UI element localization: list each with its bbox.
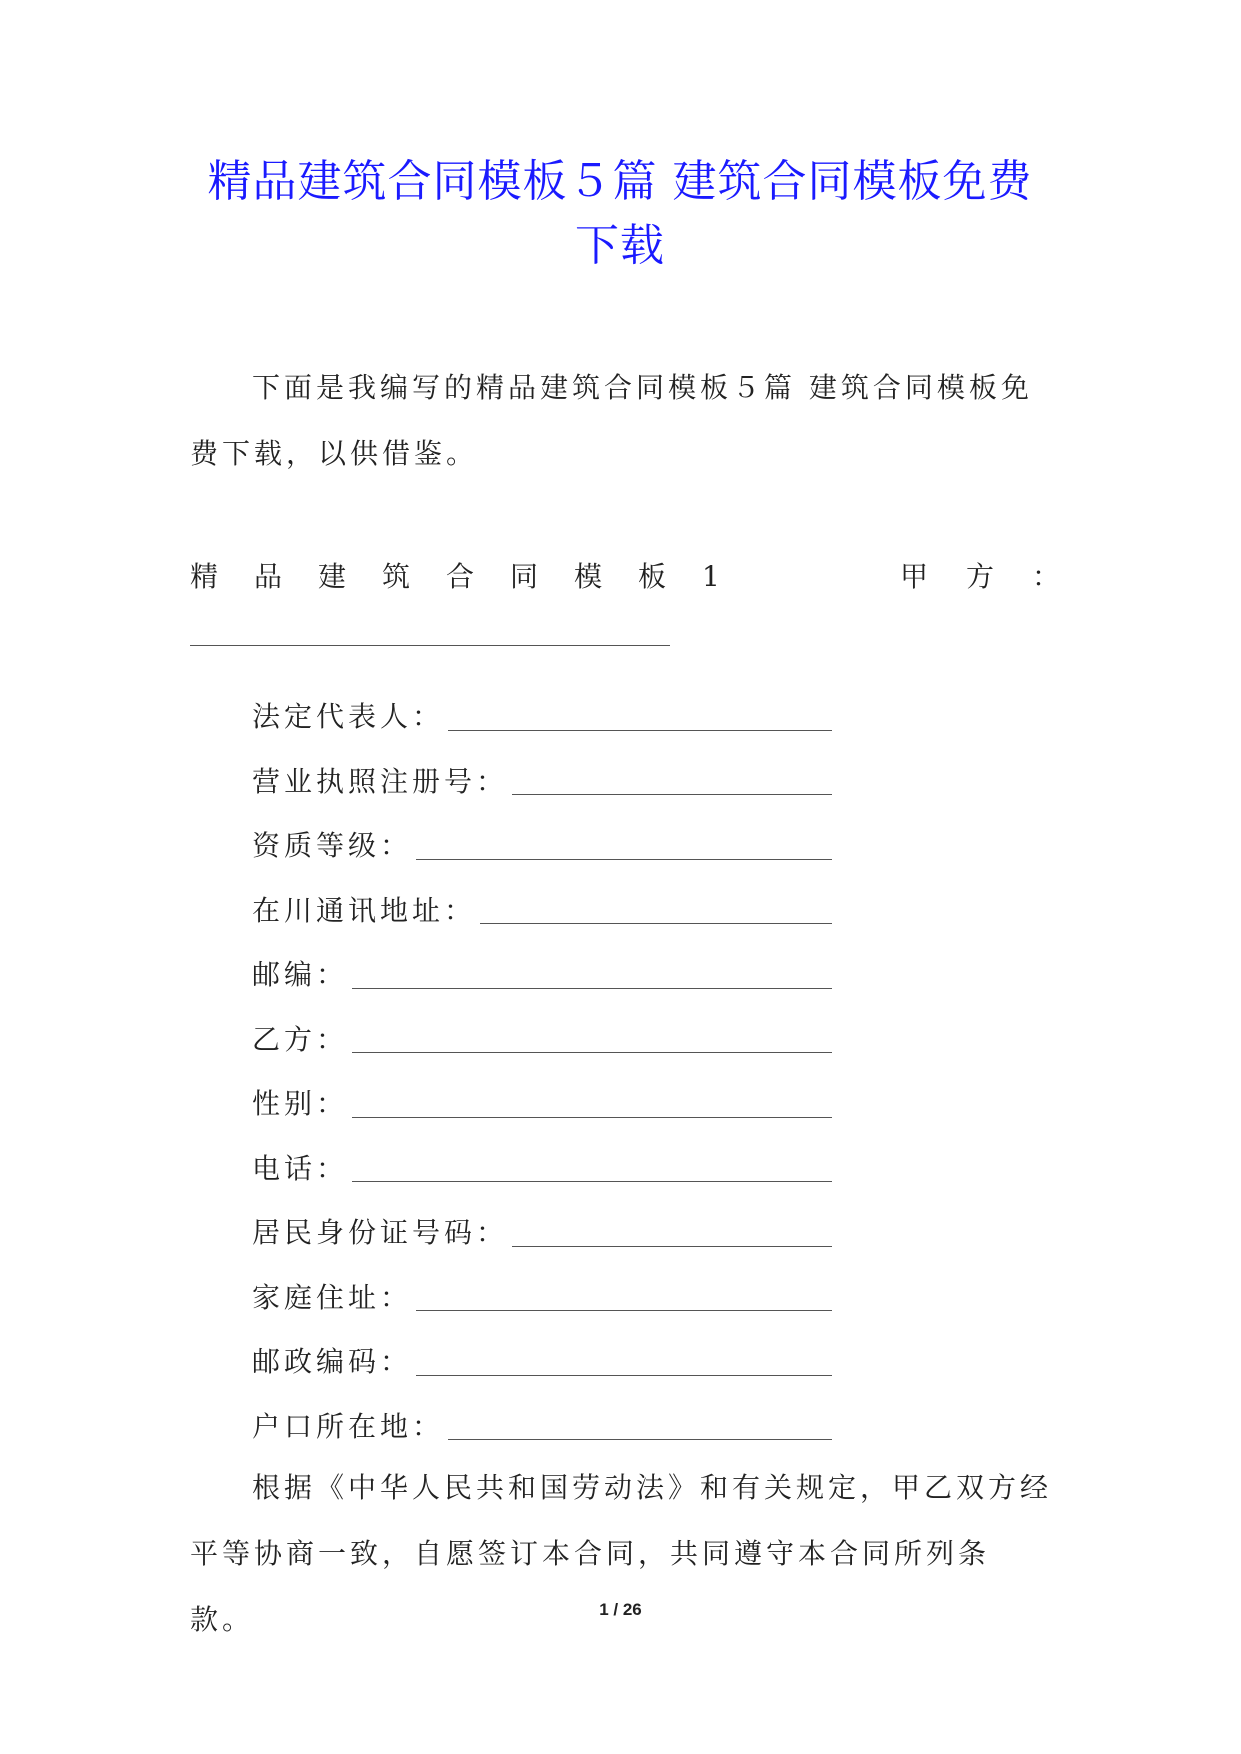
field-label: 居民身份证号码： xyxy=(252,1216,509,1250)
field-label: 法定代表人： xyxy=(252,700,445,734)
field-blank-line xyxy=(416,1345,832,1376)
field-blank-line xyxy=(448,700,832,731)
intro-paragraph: 下面是我编写的精品建筑合同模板５篇 建筑合同模板免费下载，以供借鉴。 xyxy=(190,371,1033,470)
field-blank-line xyxy=(352,1022,832,1053)
field-household-registration xyxy=(252,1393,832,1458)
section-title: 精品建筑合同模板1 xyxy=(190,560,756,593)
field-label: 性别： xyxy=(252,1087,349,1121)
page-number: 1 / 26 xyxy=(599,1600,642,1619)
closing-paragraph: 根据《中华人民共和国劳动法》和有关规定，甲乙双方经平等协商一致，自愿签订本合同，共同遵守本合同所列条款。 xyxy=(190,1471,1053,1636)
field-blank-line xyxy=(512,764,832,795)
field-business-license-number xyxy=(252,748,832,813)
field-blank-line xyxy=(352,1151,832,1182)
field-party-b xyxy=(252,1006,832,1071)
field-blank-line xyxy=(448,1409,832,1440)
field-blank-line xyxy=(352,1087,832,1118)
field-blank-line xyxy=(416,1280,832,1311)
document-title: 精品建筑合同模板５篇 建筑合同模板免费下载 xyxy=(207,156,1033,271)
field-blank-line xyxy=(416,829,832,860)
form-fields xyxy=(252,683,832,1457)
field-label: 户口所在地： xyxy=(252,1409,445,1443)
field-label: 邮政编码： xyxy=(252,1345,413,1379)
party-a-char: 甲 xyxy=(900,560,929,593)
field-sichuan-address xyxy=(252,877,832,942)
field-label: 资质等级： xyxy=(252,829,413,863)
field-label: 乙方： xyxy=(252,1022,349,1056)
party-a-label xyxy=(900,555,1060,595)
section-heading xyxy=(190,555,1060,595)
field-blank-line xyxy=(512,1216,832,1247)
field-home-address xyxy=(252,1264,832,1329)
party-a-blank-line xyxy=(190,645,670,646)
field-postal-code xyxy=(252,1328,832,1393)
party-a-char: 方 xyxy=(965,560,994,593)
field-label: 家庭住址： xyxy=(252,1280,413,1314)
field-label: 在川通讯地址： xyxy=(252,893,477,927)
field-label: 电话： xyxy=(252,1151,349,1185)
field-label: 邮编： xyxy=(252,958,349,992)
field-label: 营业执照注册号： xyxy=(252,764,509,798)
field-legal-representative xyxy=(252,683,832,748)
field-id-number xyxy=(252,1199,832,1264)
party-a-char: ： xyxy=(1031,560,1060,593)
field-blank-line xyxy=(480,893,832,924)
field-phone xyxy=(252,1135,832,1200)
field-gender xyxy=(252,1070,832,1135)
field-postcode xyxy=(252,941,832,1006)
field-blank-line xyxy=(352,958,832,989)
field-qualification-level xyxy=(252,812,832,877)
